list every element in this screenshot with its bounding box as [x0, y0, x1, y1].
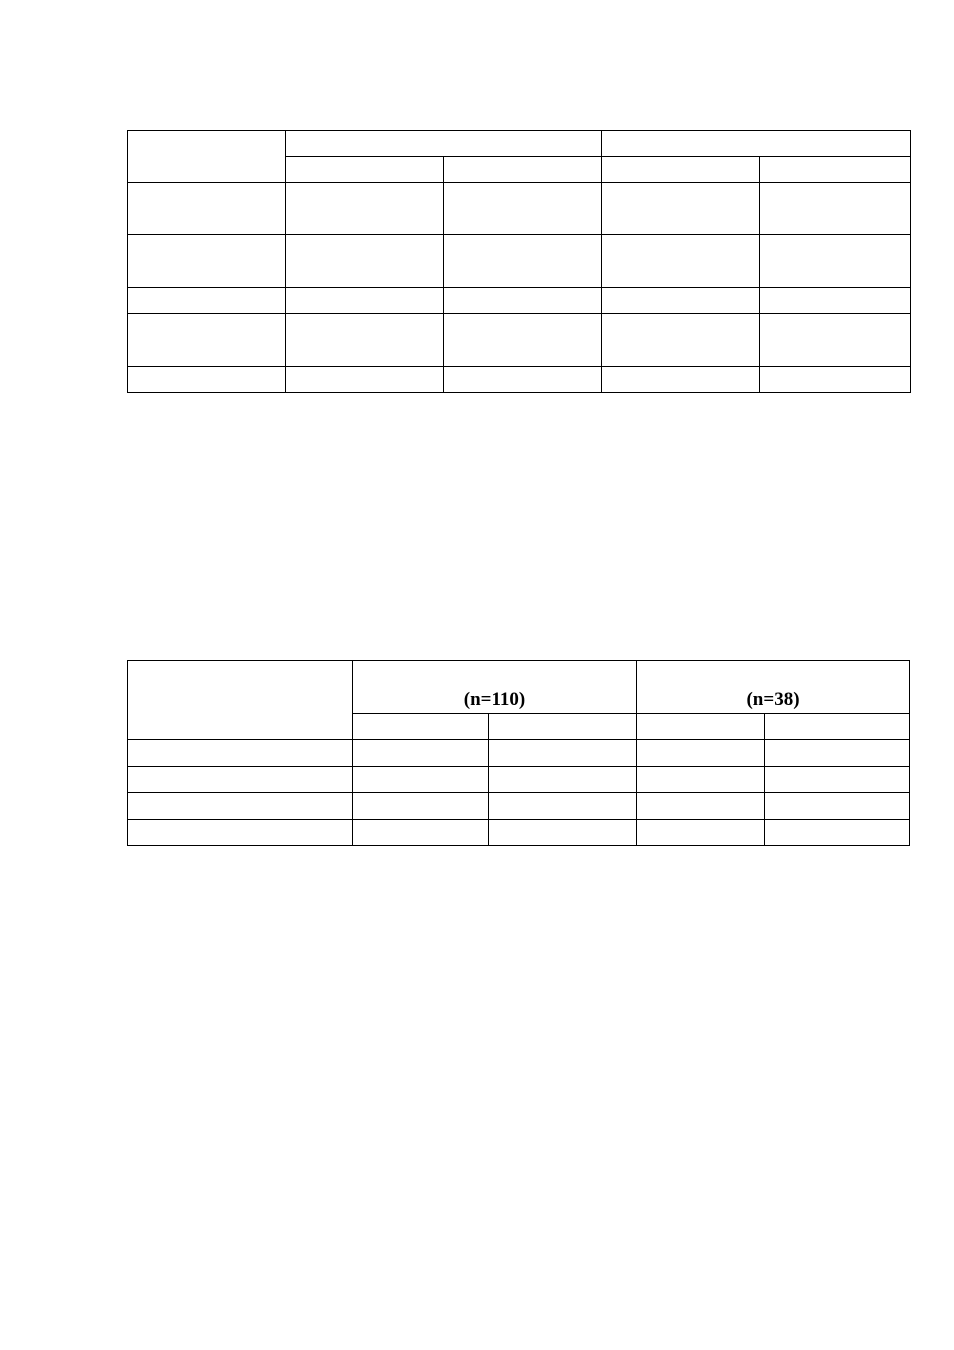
- row-label-header-cell: [128, 661, 353, 740]
- table-cell: [128, 820, 353, 846]
- data-table-2: [127, 660, 910, 846]
- table-cell: [637, 767, 765, 793]
- table-row: [128, 820, 910, 846]
- table-cell: [286, 235, 444, 288]
- table-row: [128, 288, 911, 314]
- table-row: [128, 793, 910, 820]
- table-cell: [353, 767, 489, 793]
- table-cell: [286, 314, 444, 367]
- table-cell: [286, 367, 444, 393]
- table-cell: [637, 820, 765, 846]
- subheader-cell: [602, 157, 760, 183]
- table-cell: [765, 767, 910, 793]
- table-cell: [128, 367, 286, 393]
- table-cell: [637, 740, 765, 767]
- table-cell: [602, 235, 760, 288]
- table-header-row: [128, 131, 911, 157]
- group-header-n110: (n=110): [353, 661, 637, 714]
- table-cell: [444, 314, 602, 367]
- table-cell: [489, 820, 637, 846]
- table-cell: [602, 314, 760, 367]
- table-cell: [765, 793, 910, 820]
- table-header-row: [128, 661, 910, 714]
- table-cell: [286, 288, 444, 314]
- table-row: [128, 314, 911, 367]
- table-cell: [128, 183, 286, 235]
- table-cell: [765, 740, 910, 767]
- table-cell: [602, 183, 760, 235]
- table-cell: [760, 235, 911, 288]
- table-row: [128, 367, 911, 393]
- subheader-cell: [444, 157, 602, 183]
- table-cell: [489, 767, 637, 793]
- subheader-cell: [286, 157, 444, 183]
- table-cell: [760, 314, 911, 367]
- group-header-cell: [602, 131, 911, 157]
- table-cell: [760, 183, 911, 235]
- table-cell: [128, 314, 286, 367]
- table-row: [128, 183, 911, 235]
- table-cell: [353, 740, 489, 767]
- table-cell: [602, 288, 760, 314]
- subheader-cell: [760, 157, 911, 183]
- table-cell: [444, 288, 602, 314]
- table-cell: [444, 235, 602, 288]
- subheader-cell: [353, 714, 489, 740]
- table-cell: [760, 367, 911, 393]
- subheader-cell: [637, 714, 765, 740]
- table-cell: [286, 183, 444, 235]
- table-cell: [489, 740, 637, 767]
- table-cell: [602, 367, 760, 393]
- row-label-header-cell: [128, 131, 286, 183]
- table-row: [128, 235, 911, 288]
- table-cell: [128, 767, 353, 793]
- table-cell: [444, 183, 602, 235]
- table-cell: [353, 793, 489, 820]
- table-cell: [444, 367, 602, 393]
- table-row: [128, 767, 910, 793]
- group-header-cell: [286, 131, 602, 157]
- data-table-1: [127, 130, 911, 393]
- table-cell: [128, 793, 353, 820]
- table-cell: [128, 740, 353, 767]
- table-cell: [128, 288, 286, 314]
- table-cell: [128, 235, 286, 288]
- table-cell: [760, 288, 911, 314]
- table-cell: [637, 793, 765, 820]
- table-cell: [489, 793, 637, 820]
- subheader-cell: [765, 714, 910, 740]
- table-cell: [765, 820, 910, 846]
- group-header-n38: (n=38): [637, 661, 910, 714]
- subheader-cell: [489, 714, 637, 740]
- table-row: [128, 740, 910, 767]
- table-cell: [353, 820, 489, 846]
